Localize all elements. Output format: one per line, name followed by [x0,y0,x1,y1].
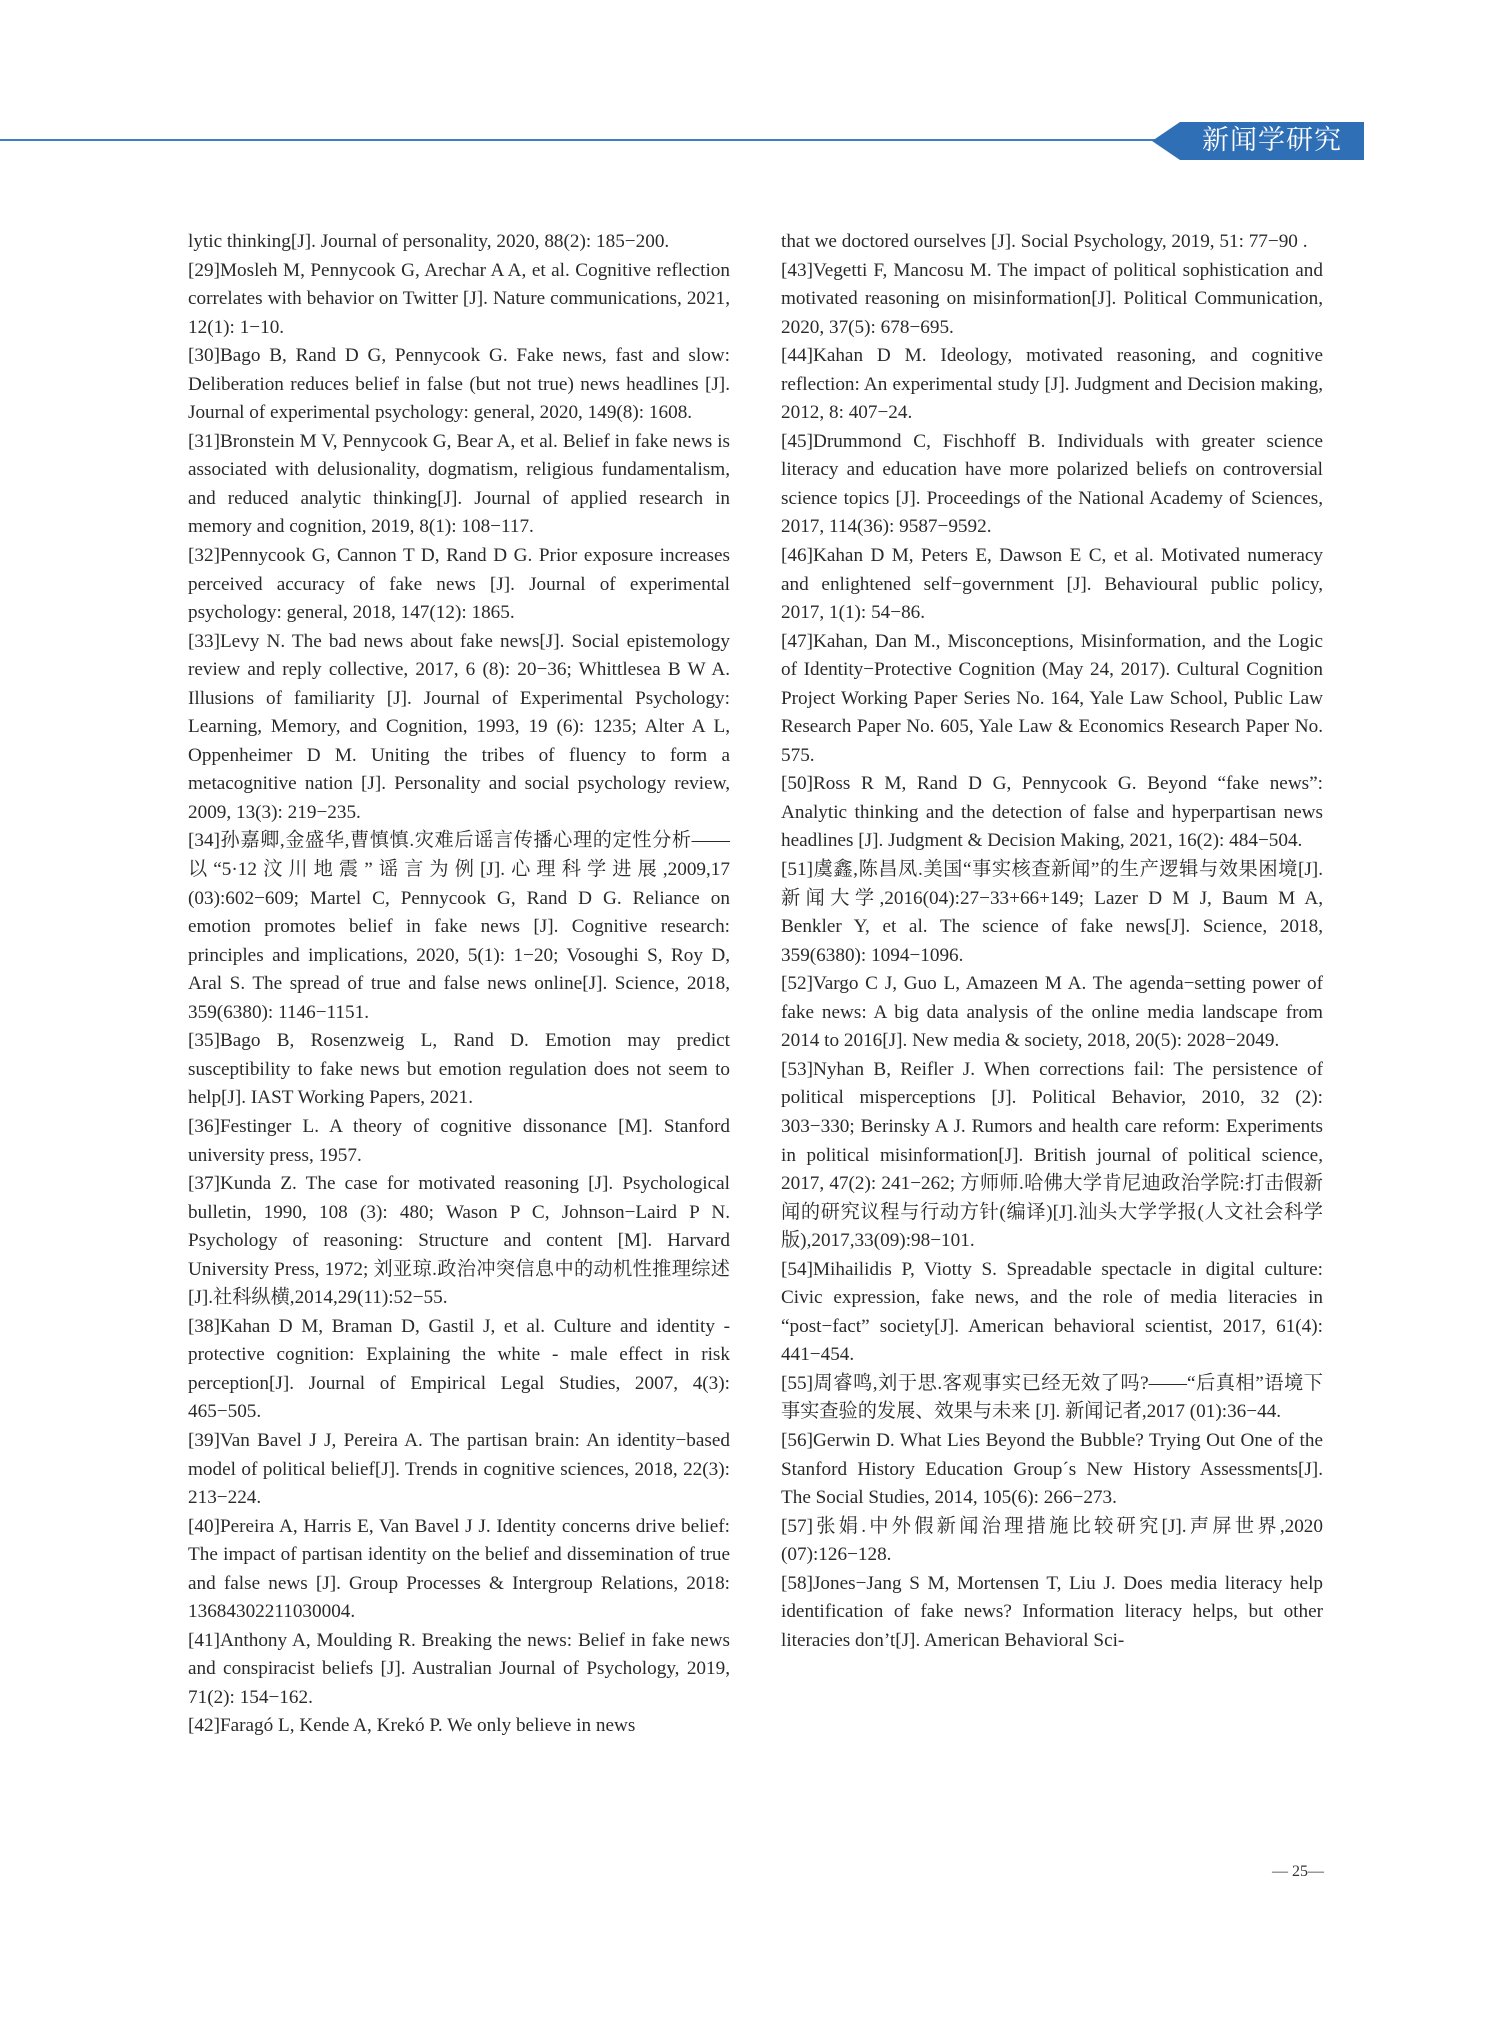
reference-entry: [47]Kahan, Dan M., Misconceptions, Misinformation, and the Logic of Identity−Protective Cognition (May 24, 2017). Cultural Cognition Project Working Paper Series No. 164, Yale Law School, Public Law Research Paper No. 605, Yale Law & Economics Research Paper No. 575. [781,630,1323,766]
reference-entry: [50]Ross R M, Rand D G, Pennycook G. Beyond “fake news”: Analytic thinking and the detection of false and hyperpartisan news headlines [J]. Judgment & Decision Making, 2021, 16(2): 484−504. [781,773,1323,852]
reference-entry: [56]Gerwin D. What Lies Beyond the Bubble? Trying Out One of the Stanford History Education Group´s New History Assessments[J]. The Social Studies, 2014, 105(6): 266−273. [781,1429,1323,1509]
reference-entry: [42]Faragó L, Kende A, Krekó P. We only believe in news [188,1715,636,1737]
reference-entry: [29]Mosleh M, Pennycook G, Arechar A A, et al. Cognitive reflection correlates with behavior on Twitter [J]. Nature communications, 2021, 12(1): 1−10. [188,259,730,338]
reference-entry: [31]Bronstein M V, Pennycook G, Bear A, et al. Belief in fake news is associated with delusionality, dogmatism, religious fundamentalism, and reduced analytic thinking[J]. Journal of applied research in memory and cognition, 2019, 8(1): 108−117. [188,430,730,538]
reference-entry: [41]Anthony A, Moulding R. Breaking the news: Belief in fake news and conspiracist beliefs [J]. Australian Journal of Psychology, 2019, 71(2): 154−162. [188,1629,730,1708]
reference-entry: [44]Kahan D M. Ideology, motivated reasoning, and cognitive reflection: An experimental study [J]. Judgment and Decision making, 2012, 8: 407−24. [781,345,1323,424]
reference-entry: that we doctored ourselves [J]. Social Psychology, 2019, 51: 77−90 . [781,231,1308,252]
reference-entry: [34]孙嘉卿,金盛华,曹慎慎.灾难后谣言传播心理的定性分析——以“5·12汶川地震”谣言为例[J].心理科学进展,2009,17 (03):602−609; Martel C, Pennycook G, Rand D G. Reliance on emotion promotes belief in fake news [J]. Cognitive research: principles and implications, 2020, 5(1): 1−20; Vosoughi S, Roy D, Aral S. The spread of true and false news online[J]. Science, 2018, 359(6380): 1146−1151. [188,830,730,1023]
reference-entry: [54]Mihailidis P, Viotty S. Spreadable spectacle in digital culture: Civic expression, fake news, and the role of media literacies in “post−fact” society[J]. American behavioral scientist, 2017, 61(4): 441−454. [781,1258,1323,1366]
reference-entry: [37]Kunda Z. The case for motivated reasoning [J]. Psychological bulletin, 1990, 108 (3): 480; Wason P C, Johnson−Laird P N. Psychology of reasoning: Structure and content [M]. Harvard University Press, 1972; 刘亚琼.政治冲突信息中的动机性推理综述[J].社科纵横,2014,29(11):52−55. [188,1173,730,1309]
references-right-column [781,228,1323,1655]
reference-entry: [52]Vargo C J, Guo L, Amazeen M A. The agenda−setting power of fake news: A big data analysis of the online media landscape from 2014 to 2016[J]. New media & society, 2018, 20(5): 2028−2049. [781,973,1323,1052]
reference-entry: [35]Bago B, Rosenzweig L, Rand D. Emotion may predict susceptibility to fake news but emotion regulation does not seem to help[J]. IAST Working Papers, 2021. [188,1030,730,1109]
reference-entry: [51]虞鑫,陈昌凤.美国“事实核查新闻”的生产逻辑与效果困境[J].新闻大学,2016(04):27−33+66+149; Lazer D M J, Baum M A, Benkler Y, et al. The science of fake news[J]. Science, 2018, 359(6380): 1094−1096. [781,859,1323,966]
reference-entry: [43]Vegetti F, Mancosu M. The impact of political sophistication and motivated reasoning on misinformation[J]. Political Communication, 2020, 37(5): 678−695. [781,259,1323,338]
reference-entry: [40]Pereira A, Harris E, Van Bavel J J. Identity concerns drive belief: The impact of partisan identity on the belief and dissemination of true and false news [J]. Group Processes & Intergroup Relations, 2018: 13684302211030004. [188,1515,730,1623]
reference-entry: [39]Van Bavel J J, Pereira A. The partisan brain: An identity−based model of political belief[J]. Trends in cognitive sciences, 2018, 22(3): 213−224. [188,1429,730,1509]
reference-entry: [55]周睿鸣,刘于思.客观事实已经无效了吗?——“后真相”语境下事实查验的发展、效果与未来 [J]. 新闻记者,2017 (01):36−44. [781,1372,1323,1423]
references-left-column [188,228,730,1741]
reference-entry: [38]Kahan D M, Braman D, Gastil J, et al. Culture and identity - protective cognition: Explaining the white - male effect in risk perception[J]. Journal of Empirical Legal Studies, 2007, 4(3): 465−505. [188,1315,730,1423]
journal-title: 新闻学研究 [1202,125,1342,156]
reference-entry: [46]Kahan D M, Peters E, Dawson E C, et al. Motivated numeracy and enlightened self−government [J]. Behavioural public policy, 2017, 1(1): 54−86. [781,545,1323,624]
reference-entry: [45]Drummond C, Fischhoff B. Individuals with greater science literacy and education have more polarized beliefs on controversial science topics [J]. Proceedings of the National Academy of Sciences, 2017, 114(36): 9587−9592. [781,430,1323,538]
reference-entry: [58]Jones−Jang S M, Mortensen T, Liu J. Does media literacy help identification of fake news? Information literacy helps, but other literacies don’t[J]. American Behavioral Sci- [781,1572,1323,1651]
header-rule [0,139,1168,141]
reference-entry: [57]张娟.中外假新闻治理措施比较研究[J].声屏世界,2020 (07):126−128. [781,1515,1323,1566]
reference-entry: [36]Festinger L. A theory of cognitive dissonance [M]. Stanford university press, 1957. [188,1115,730,1166]
reference-entry: lytic thinking[J]. Journal of personality, 2020, 88(2): 185−200. [188,231,670,252]
reference-entry: [53]Nyhan B, Reifler J. When corrections fail: The persistence of political misperceptions [J]. Political Behavior, 2010, 32 (2): 303−330; Berinsky A J. Rumors and health care reform: Experiments in political misinformation[J]. British journal of political science, 2017, 47(2): 241−262; 方师师.哈佛大学肯尼迪政治学院:打击假新闻的研究议程与行动方针(编译)[J].汕头大学学报(人文社会科学版),2017,33(09):98−101. [781,1058,1323,1252]
reference-entry: [30]Bago B, Rand D G, Pennycook G. Fake news, fast and slow: Deliberation reduces belief in false (but not true) news headlines [J]. Journal of experimental psychology: general, 2020, 149(8): 1608. [188,345,730,424]
reference-entry: [32]Pennycook G, Cannon T D, Rand D G. Prior exposure increases perceived accuracy of fake news [J]. Journal of experimental psychology: general, 2018, 147(12): 1865. [188,545,730,624]
reference-entry: [33]Levy N. The bad news about fake news[J]. Social epistemology review and reply collective, 2017, 6 (8): 20−36; Whittlesea B W A. Illusions of familiarity [J]. Journal of Experimental Psychology: Learning, Memory, and Cognition, 1993, 19 (6): 1235; Alter A L, Oppenheimer D M. Uniting the tribes of fluency to form a metacognitive nation [J]. Personality and social psychology review, 2009, 13(3): 219−235. [188,630,730,823]
page-number: — 25— [1272,1863,1324,1880]
